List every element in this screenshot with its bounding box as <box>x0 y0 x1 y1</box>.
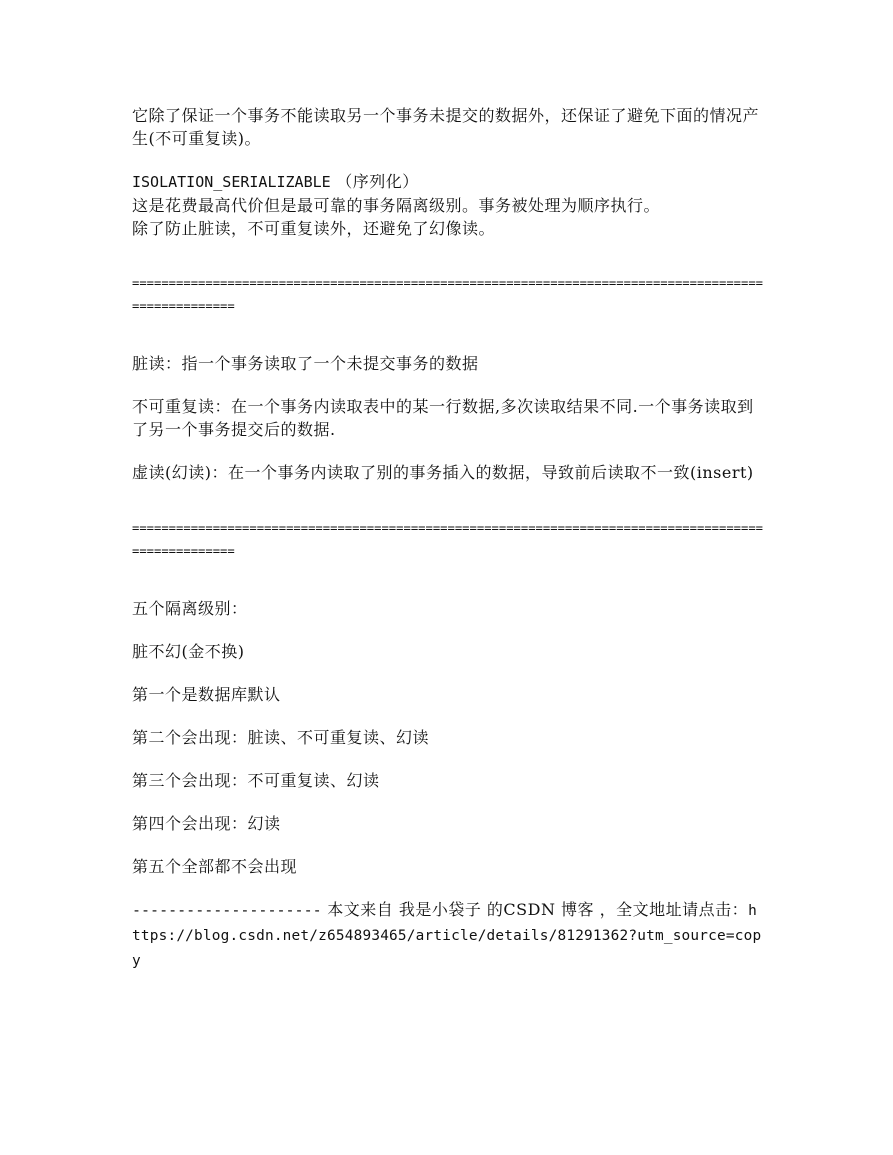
serializable-description-1: 这是花费最高代价但是最可靠的事务隔离级别。事务被处理为顺序执行。 <box>132 196 661 215</box>
serializable-cn-label: （序列化） <box>336 172 419 191</box>
source-attribution <box>132 898 764 973</box>
five-levels-heading: 五个隔离级别： <box>132 598 248 618</box>
serializable-description-2: 除了防止脏读，不可重复读外，还避免了幻像读。 <box>132 219 496 238</box>
source-url-link[interactable]: https://blog.csdn.net/z654893465/article/details/81291362?utm_source=copy <box>132 902 762 969</box>
level-1-line: 第一个是数据库默认 <box>132 684 281 704</box>
level-5-line: 第五个全部都不会出现 <box>132 856 298 876</box>
non-repeatable-read-definition: 不可重复读：在一个事务内读取表中的某一行数据,多次读取结果不同.一个事务读取到了另一个事务提交后的数据. <box>132 397 754 440</box>
document-body <box>132 104 764 973</box>
level-3-line: 第三个会出现：不可重复读、幻读 <box>132 770 380 790</box>
source-text: 本文来自 我是小袋子 的CSDN 博客 ，全文地址请点击： <box>321 899 749 919</box>
serializable-heading <box>132 170 764 194</box>
separator-line-2: ==================================================================================================== <box>132 520 764 558</box>
phantom-read-definition: 虚读(幻读)：在一个事务内读取了别的事务插入的数据，导致前后读取不一致(insert) <box>132 463 754 483</box>
intro-paragraph: 它除了保证一个事务不能读取另一个事务未提交的数据外，还保证了避免下面的情况产生(不可重复读)。 <box>132 106 760 148</box>
mnemonic-line: 脏不幻(金不换) <box>132 641 245 661</box>
serializable-constant: ISOLATION_SERIALIZABLE <box>132 173 331 191</box>
source-dashes: --------------------- <box>132 900 322 919</box>
level-4-line: 第四个会出现：幻读 <box>132 813 281 833</box>
separator-line: ==================================================================================================== <box>132 276 764 314</box>
dirty-read-definition: 脏读：指一个事务读取了一个未提交事务的数据 <box>132 354 479 374</box>
level-2-line: 第二个会出现：脏读、不可重复读、幻读 <box>132 727 430 747</box>
